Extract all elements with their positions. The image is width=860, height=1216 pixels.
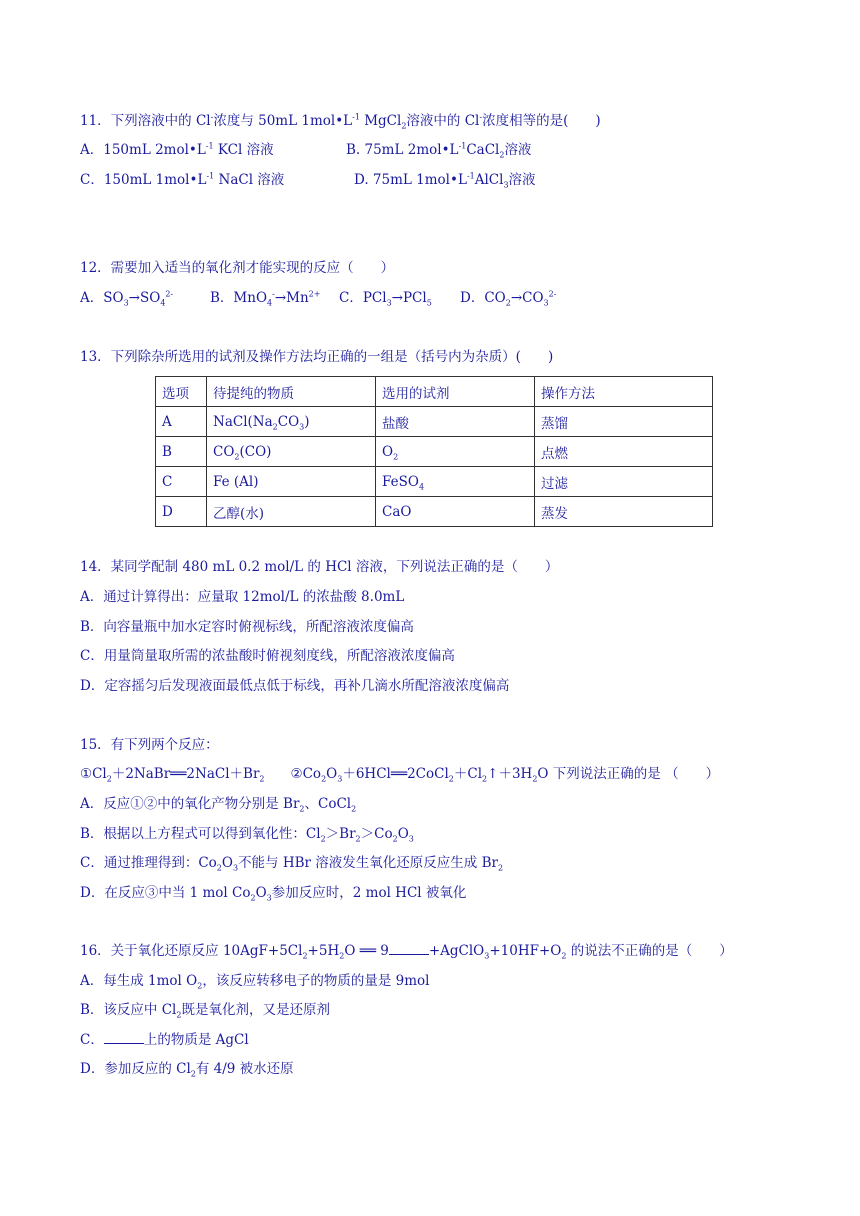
q13-stem: 13．下列除杂所选用的试剂及操作方法均正确的一组是（括号内为杂质）( ): [80, 349, 554, 365]
q12-option-b: B．$MnO_4^-\to Mn^{2+}$: [210, 289, 321, 308]
q15-option-b: B．根据以上方程式可以得到氧化性：$Cl_2>Br_2>Co_2O_3$: [80, 826, 414, 844]
q14-option-c: C．用量筒量取所需的浓盐酸时俯视刻度线，所配溶液浓度偏高: [80, 648, 455, 664]
table-cell: A: [156, 407, 207, 437]
q16-option-c: C． 上的物质是 AgCl: [80, 1032, 249, 1048]
table-cell: 点燃: [535, 437, 713, 467]
table-cell: 盐酸: [376, 407, 535, 437]
q11-option-a: A．150mL $2mol•L^{-1}$ KCl 溶液: [80, 141, 274, 158]
q12-option-d: D．$CO_2\to CO_3^{2-}$: [460, 289, 557, 308]
q16-option-b: B．该反应中 $Cl_2$既是氧化剂，又是还原剂: [80, 1002, 330, 1020]
table-cell: FeSO$_4$: [376, 467, 535, 497]
q15-option-c: C．通过推理得到：$Co_2O_3$不能与 HBr 溶液发生氧化还原反应生成 $Br_2$: [80, 855, 504, 873]
table-header: 待提纯的物质: [207, 377, 376, 407]
table-cell: B: [156, 437, 207, 467]
table-cell: CaO: [376, 497, 535, 527]
q11-option-c: C．150mL $1mol•L^{-1}$ NaCl 溶液: [80, 171, 285, 188]
answer-blank: [389, 942, 429, 955]
q15-stem: 15．有下列两个反应：: [80, 737, 219, 753]
q16-option-a: A．每生成 1mol $O_2$，该反应转移电子的物质的量是 9mol: [80, 973, 430, 991]
table-row: [156, 407, 713, 437]
table-cell: Fe (Al): [207, 467, 376, 497]
table-header-row: [156, 377, 713, 407]
q16-stem: 16．关于氧化还原反应 $10AgF+5Cl_2+5H_2O$ ══ $9 +AgClO_3+10HF+O_2$ 的说法不正确的是（ ）: [80, 943, 733, 961]
table-row: [156, 497, 713, 527]
q12-stem: 12．需要加入适当的氧化剂才能实现的反应（ ）: [80, 260, 395, 276]
q15-option-a: A．反应①②中的氧化产物分别是 $Br_2$、CoCl$_2$: [80, 796, 357, 814]
table-header: 选用的试剂: [376, 377, 535, 407]
q14-option-a: A．通过计算得出：应量取 12mol/L 的浓盐酸 8.0mL: [80, 589, 405, 605]
table-cell: C: [156, 467, 207, 497]
table-header: 操作方法: [535, 377, 713, 407]
table-cell: D: [156, 497, 207, 527]
q16-option-d: D．参加反应的 $Cl_2$有 4/9 被水还原: [80, 1061, 294, 1079]
q11-option-b: B. 75mL $2mol•L^{-1}CaCl_2$溶液: [346, 141, 532, 160]
table-row: [156, 437, 713, 467]
table-cell: 过滤: [535, 467, 713, 497]
table-row: [156, 467, 713, 497]
q15-reactions: $①Cl_2+2NaBr══2NaCl+Br_2$ $②Co_2O_3+6HCl══2CoCl_2+Cl_2↑+3H_2O$ 下列说法正确的是 （ ）: [80, 766, 720, 784]
q11-stem: 11．下列溶液中的 Cl-浓度与 50mL $1mol•L^{-1}$ MgCl$_2$溶液中的 Cl-浓度相等的是( ): [80, 112, 601, 131]
table-cell: $O_2$: [376, 437, 535, 467]
table-cell: $CO_2(CO)$: [207, 437, 376, 467]
table-cell: 蒸馏: [535, 407, 713, 437]
q12-option-a: A．$SO_3\to SO_4^{2-}$: [80, 289, 174, 308]
q14-option-b: B．向容量瓶中加水定容时俯视标线，所配溶液浓度偏高: [80, 619, 414, 635]
q13-table: [155, 376, 713, 527]
table-cell: 乙醇(水): [207, 497, 376, 527]
answer-blank: [104, 1031, 144, 1044]
table-cell: 蒸发: [535, 497, 713, 527]
q12-option-c: C．PCl$_3$→PCl$_5$: [339, 290, 432, 308]
q14-option-d: D．定容摇匀后发现液面最低点低于标线，再补几滴水所配溶液浓度偏高: [80, 678, 510, 694]
q15-option-d: D．在反应③中当 1 mol $Co_2O_3$参加反应时，2 mol HCl 被氧化: [80, 885, 467, 903]
q11-option-d: D. 75mL $1mol•L^{-1}AlCl_3$溶液: [354, 171, 536, 190]
q14-stem: 14．某同学配制 480 mL 0.2 mol/L 的 HCl 溶液，下列说法正确的是（ ）: [80, 559, 559, 575]
table-cell: $NaCl(Na_2CO_3)$: [207, 407, 376, 437]
table-header: 选项: [156, 377, 207, 407]
